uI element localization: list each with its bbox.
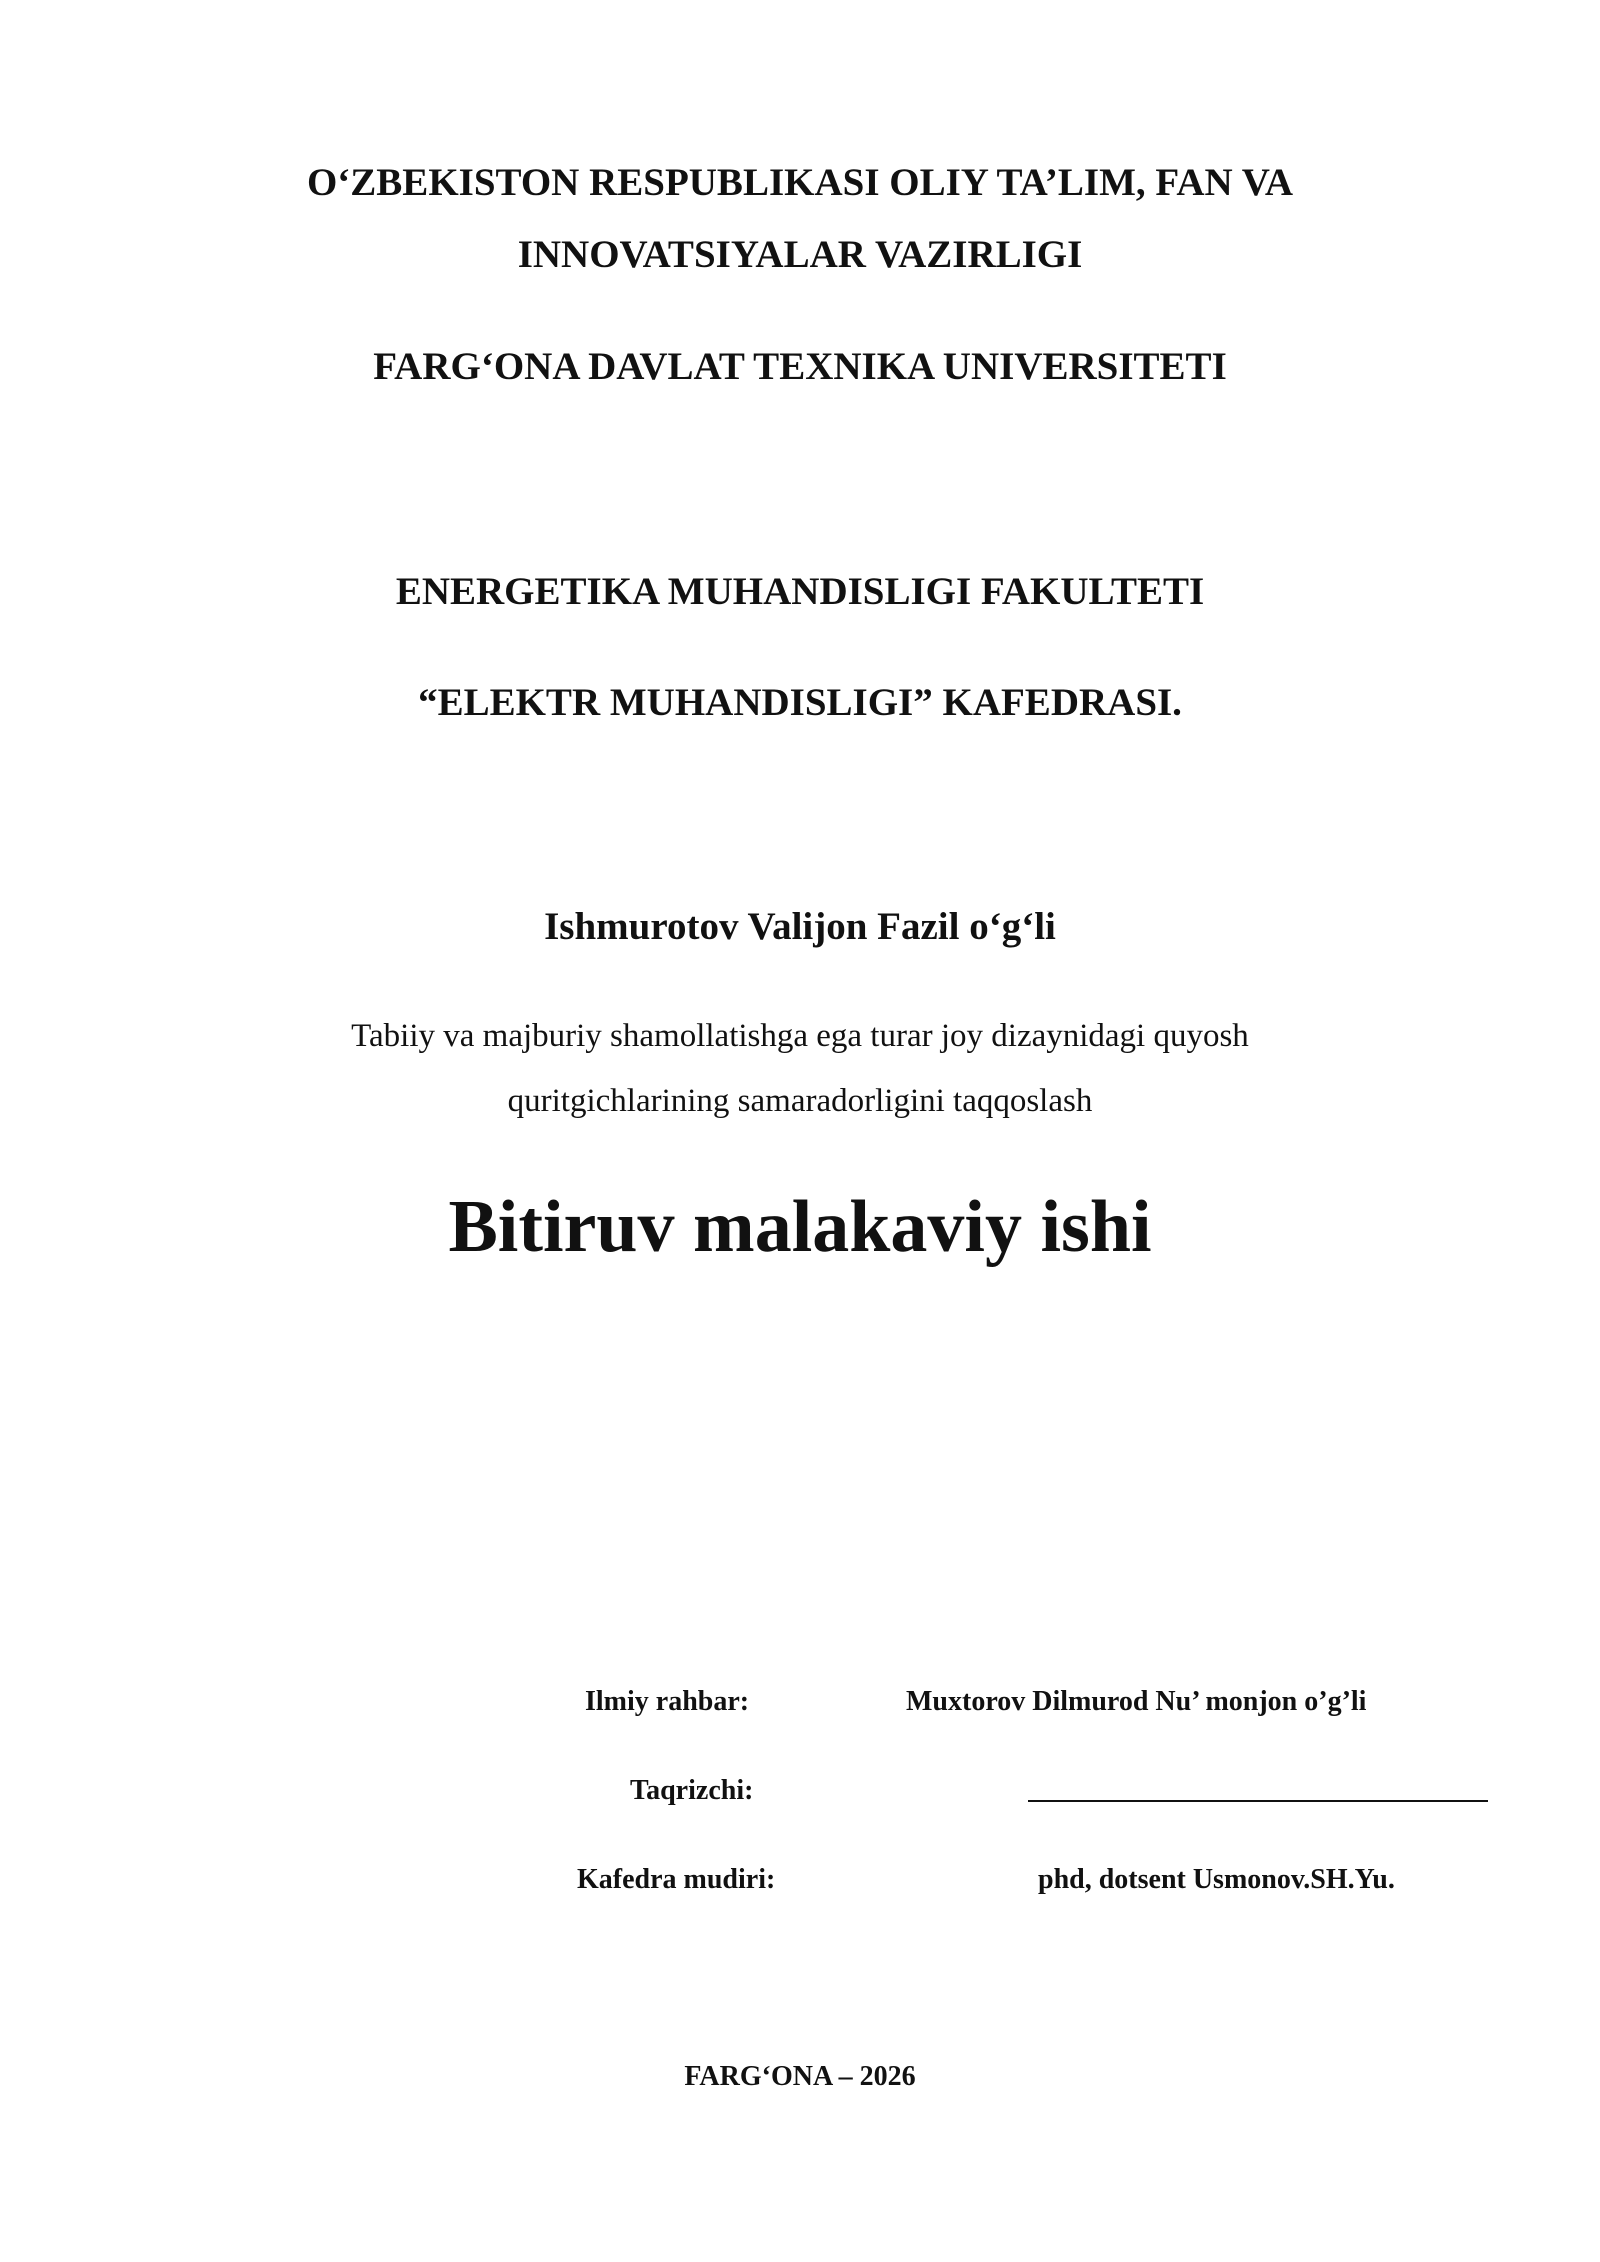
author-name: Ishmurotov Valijon Fazil o‘g‘li bbox=[544, 905, 1056, 948]
topic-line-1: Tabiiy va majburiy shamollatishga ega turar joy dizaynidagi quyosh bbox=[351, 1018, 1249, 1054]
topic-line-2: quritgichlarining samaradorligini taqqoslash bbox=[507, 1083, 1093, 1119]
head-label: Kafedra mudiri: bbox=[577, 1864, 776, 1895]
head-name: phd, dotsent Usmonov.SH.Yu. bbox=[1038, 1864, 1395, 1895]
supervisor-name: Muxtorov Dilmurod Nu’ monjon o’g’li bbox=[906, 1686, 1367, 1717]
work-title: Bitiruv malakaviy ishi bbox=[448, 1186, 1152, 1268]
ministry-line-2: INNOVATSIYALAR VAZIRLIGI bbox=[517, 233, 1083, 276]
department-name: “ELEKTR MUHANDISLIGI” KAFEDRASI. bbox=[418, 681, 1182, 724]
ministry-line-1: O‘ZBEKISTON RESPUBLIKASI OLIY TA’LIM, FAN VA bbox=[306, 161, 1294, 204]
city-year: FARG‘ONA – 2026 bbox=[684, 2061, 916, 2092]
faculty-name: ENERGETIKA MUHANDISLIGI FAKULTETI bbox=[395, 570, 1205, 613]
supervisor-label: Ilmiy rahbar: bbox=[585, 1686, 750, 1717]
university-name: FARG‘ONA DAVLAT TEXNIKA UNIVERSITETI bbox=[373, 345, 1227, 388]
reviewer-signature-line bbox=[1028, 1800, 1488, 1802]
reviewer-label: Taqrizchi: bbox=[630, 1775, 754, 1806]
